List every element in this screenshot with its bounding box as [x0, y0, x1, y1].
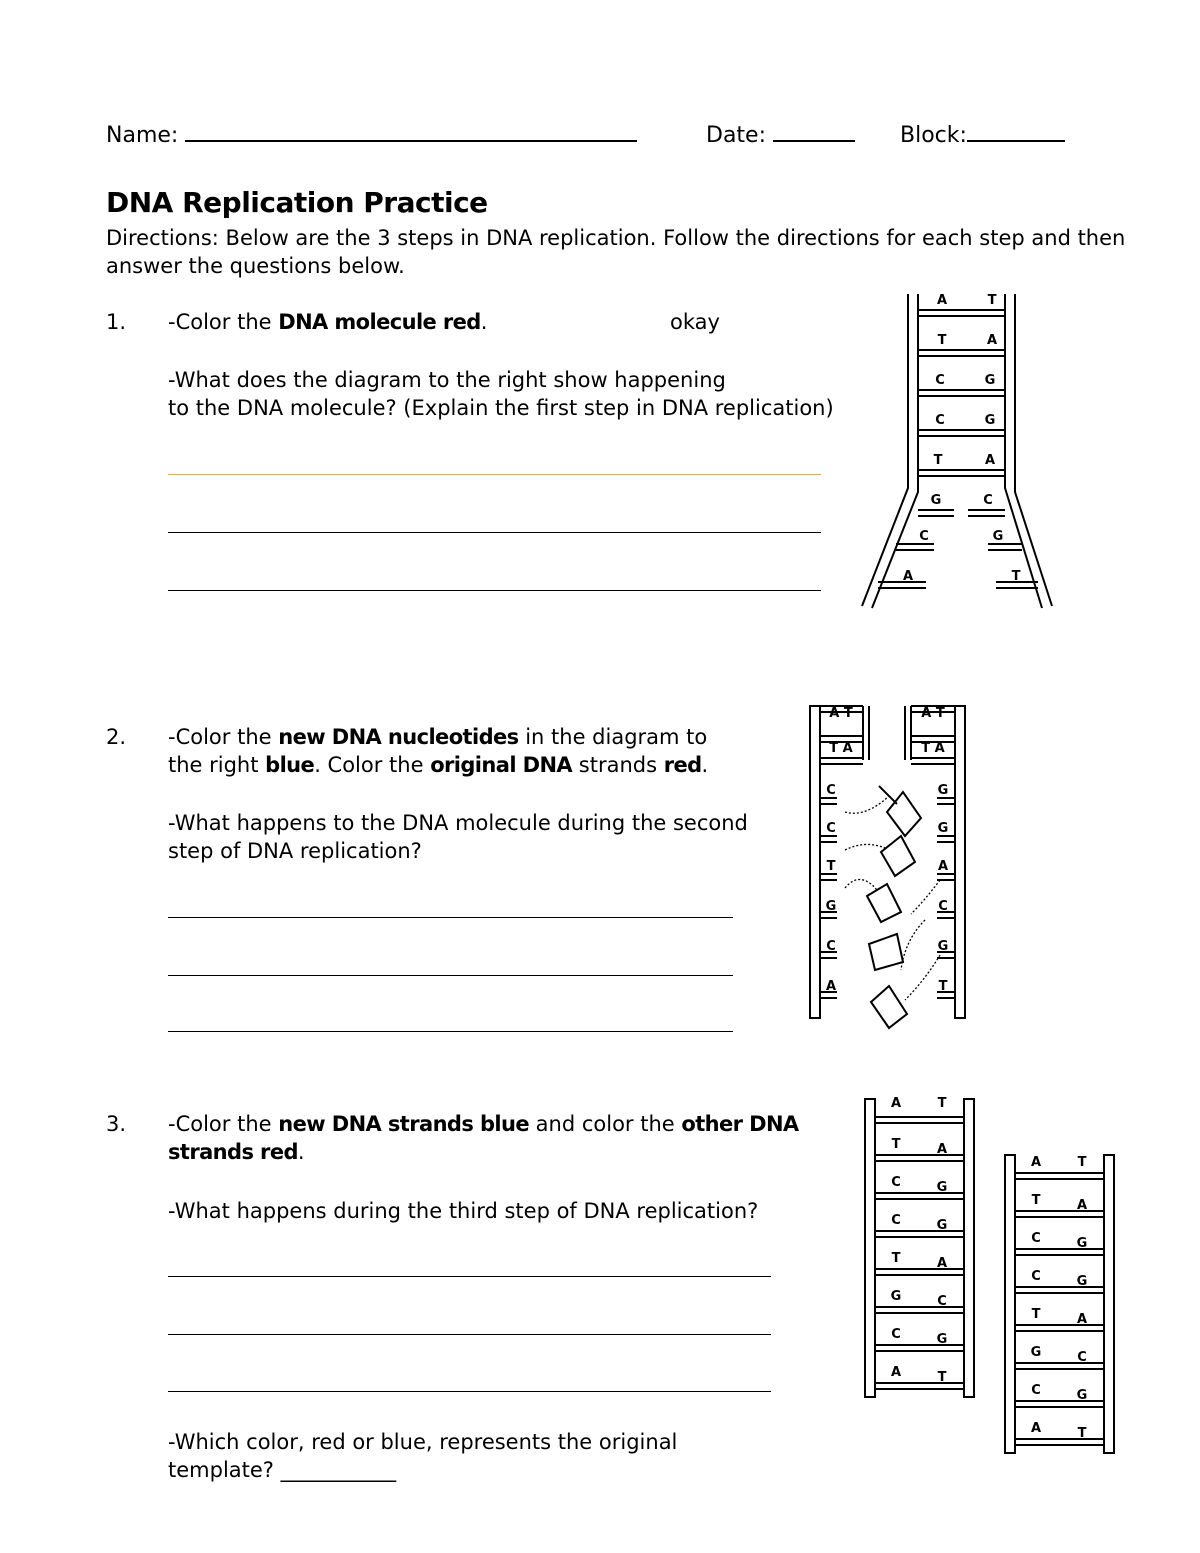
rung — [1015, 1211, 1104, 1217]
rung — [875, 1383, 964, 1389]
diagram-nucleotide-pairing — [805, 700, 975, 1030]
base-label: G — [937, 821, 949, 836]
rung — [875, 1269, 964, 1275]
block-field[interactable] — [900, 120, 1065, 150]
q3-final-question-line-1: -Which color, red or blue, represents the original — [168, 1430, 678, 1454]
base-label: A — [936, 1256, 948, 1271]
q2-answer-line-1[interactable] — [168, 917, 733, 918]
q2-instruction-line-1: -Color the new DNA nucleotides in the diagram to — [168, 725, 708, 749]
base-label: T — [938, 979, 948, 994]
base-label: G — [936, 1180, 948, 1195]
base-label: A — [1030, 1421, 1042, 1436]
date-blank[interactable] — [773, 120, 855, 142]
base-label: C — [1077, 1350, 1087, 1365]
q3-instruction-line-1: -Color the new DNA strands blue and color the other DNA — [168, 1112, 799, 1136]
q3-answer-line-1[interactable] — [168, 1276, 771, 1277]
base-label: G — [930, 493, 942, 508]
rung — [1015, 1363, 1104, 1369]
base-label: A — [1076, 1312, 1088, 1327]
rung — [875, 1231, 964, 1237]
base-label: C — [935, 373, 945, 388]
date-label: Date: — [706, 123, 766, 148]
rung — [1015, 1173, 1104, 1179]
base-label: C — [1031, 1269, 1041, 1284]
base-label: A — [984, 453, 996, 468]
q1-question-line-1: -What does the diagram to the right show happening — [168, 368, 726, 392]
base-label: A — [825, 979, 837, 994]
base-pair-label: T A — [829, 741, 853, 756]
q1-instruction: -Color the DNA molecule red. — [168, 310, 488, 334]
base-label: G — [984, 413, 996, 428]
q3-question: -What happens during the third step of DNA replication? — [168, 1199, 759, 1223]
q1-answer-line-3[interactable] — [168, 590, 821, 591]
diagram-daughter-molecules — [860, 1093, 1122, 1463]
base-label: A — [1076, 1198, 1088, 1213]
base-label: T — [1031, 1193, 1041, 1208]
base-label: G — [936, 1218, 948, 1233]
q2-instruction-line-2: the right blue. Color the original DNA strands red. — [168, 753, 709, 777]
q3-instruction-line-2: strands red. — [168, 1140, 305, 1164]
base-label: G — [1030, 1345, 1042, 1360]
base-label: C — [826, 783, 836, 798]
rung — [875, 1307, 964, 1313]
page-title: DNA Replication Practice — [106, 186, 488, 219]
q1-answer-line-2[interactable] — [168, 532, 821, 533]
q3-number: 3. — [106, 1112, 127, 1136]
date-field[interactable] — [706, 120, 855, 150]
base-label: T — [1031, 1307, 1041, 1322]
base-label: A — [1030, 1155, 1042, 1170]
rung — [1015, 1325, 1104, 1331]
rung — [875, 1155, 964, 1161]
base-label: A — [937, 859, 949, 874]
base-label: G — [984, 373, 996, 388]
base-label: T — [1077, 1426, 1087, 1441]
base-label: T — [987, 293, 997, 308]
base-label: C — [938, 899, 948, 914]
rung — [875, 1117, 964, 1123]
base-label: C — [935, 413, 945, 428]
base-label: G — [937, 939, 949, 954]
base-label: T — [933, 453, 943, 468]
q1-number: 1. — [106, 310, 127, 334]
base-label: T — [826, 859, 836, 874]
base-label: A — [986, 333, 998, 348]
base-label: G — [1076, 1236, 1088, 1251]
directions-line-1: Directions: Below are the 3 steps in DNA replication. Follow the directions for each step and then — [106, 226, 1126, 250]
rung — [1015, 1249, 1104, 1255]
base-label: T — [891, 1251, 901, 1266]
rung — [875, 1345, 964, 1351]
q2-question-line-1: -What happens to the DNA molecule during the second — [168, 811, 748, 835]
base-label: C — [891, 1327, 901, 1342]
base-label: C — [826, 821, 836, 836]
rung — [875, 1193, 964, 1199]
base-label: G — [890, 1289, 902, 1304]
base-label: C — [826, 939, 836, 954]
base-label: C — [891, 1175, 901, 1190]
rung — [1015, 1287, 1104, 1293]
block-label: Block: — [900, 123, 967, 148]
base-label: G — [937, 783, 949, 798]
base-label: T — [937, 1096, 947, 1111]
q2-number: 2. — [106, 725, 127, 749]
base-label: T — [1077, 1155, 1087, 1170]
q2-answer-line-2[interactable] — [168, 975, 733, 976]
base-label: A — [902, 569, 914, 584]
directions-line-2: answer the questions below. — [106, 254, 405, 278]
base-label: G — [1076, 1388, 1088, 1403]
base-label: C — [891, 1213, 901, 1228]
base-label: T — [891, 1137, 901, 1152]
base-label: C — [983, 493, 993, 508]
rung — [1015, 1439, 1104, 1445]
q1-answer-line-1[interactable] — [168, 474, 821, 475]
rung — [1015, 1401, 1104, 1407]
block-blank[interactable] — [967, 120, 1065, 142]
diagram-dna-unzipping — [850, 288, 1065, 618]
q2-question-line-2: step of DNA replication? — [168, 839, 422, 863]
base-label: C — [919, 529, 929, 544]
base-pair-label: T A — [921, 741, 945, 756]
name-label: Name: — [106, 123, 179, 148]
base-label: C — [1031, 1383, 1041, 1398]
name-blank[interactable] — [185, 120, 637, 142]
q2-answer-line-3[interactable] — [168, 1031, 733, 1032]
base-label: A — [890, 1096, 902, 1111]
name-field[interactable] — [106, 120, 637, 150]
base-pair-label: A T — [829, 706, 853, 721]
base-label: G — [1076, 1274, 1088, 1289]
base-label: A — [936, 1142, 948, 1157]
base-label: T — [937, 333, 947, 348]
base-label: G — [992, 529, 1004, 544]
base-label: T — [937, 1370, 947, 1385]
base-label: G — [936, 1332, 948, 1347]
q3-final-question-line-2: template? ___________ — [168, 1458, 397, 1482]
q1-question-line-2: to the DNA molecule? (Explain the first step in DNA replication) — [168, 396, 834, 420]
base-label: A — [936, 293, 948, 308]
base-pair-label: A T — [921, 706, 945, 721]
q3-answer-line-3[interactable] — [168, 1391, 771, 1392]
q1-handwritten-answer: okay — [670, 310, 720, 334]
base-label: A — [890, 1365, 902, 1380]
base-label: G — [825, 899, 837, 914]
base-label: C — [1031, 1231, 1041, 1246]
base-label: T — [1011, 569, 1021, 584]
q3-answer-line-2[interactable] — [168, 1334, 771, 1335]
base-label: C — [937, 1294, 947, 1309]
